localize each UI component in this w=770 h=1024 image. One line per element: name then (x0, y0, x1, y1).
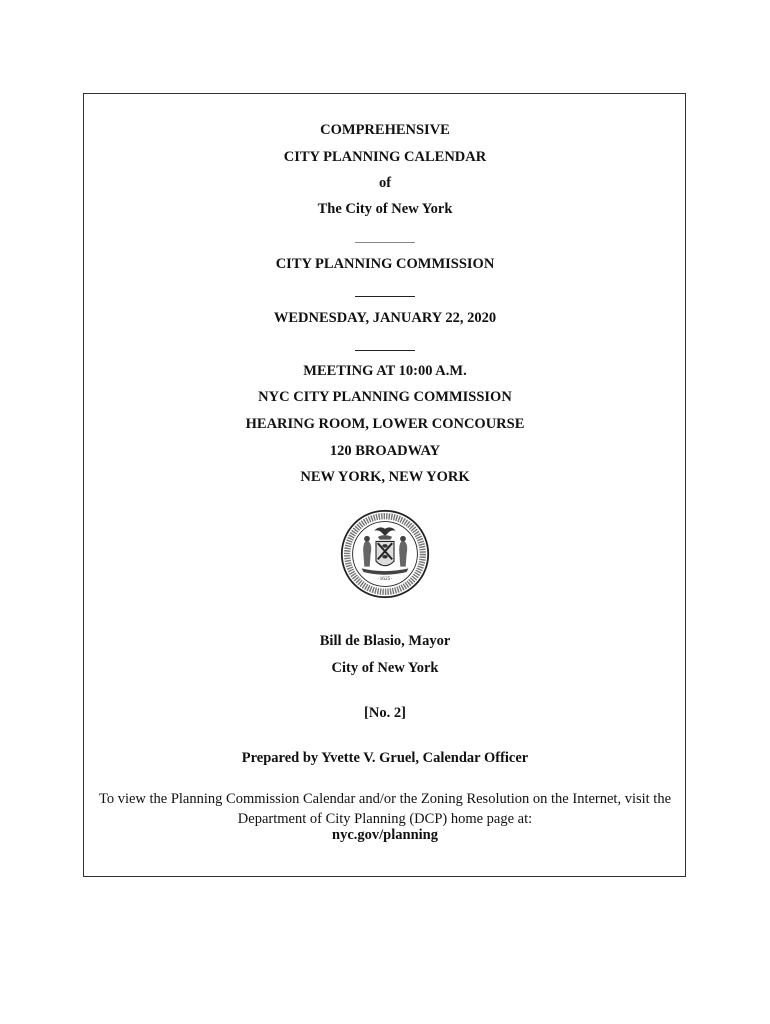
commission-heading: CITY PLANNING COMMISSION (275, 256, 495, 272)
title-city: The City of New York (317, 201, 453, 217)
title-comprehensive: COMPREHENSIVE (320, 122, 450, 138)
title-calendar: CITY PLANNING CALENDAR (283, 149, 487, 165)
meeting-street: 120 BROADWAY (329, 443, 441, 459)
divider (355, 242, 415, 243)
meeting-date: WEDNESDAY, JANUARY 22, 2020 (273, 310, 497, 326)
divider (355, 350, 415, 351)
meeting-city: NEW YORK, NEW YORK (300, 469, 470, 485)
divider (355, 296, 415, 297)
footer-url-link[interactable]: nyc.gov/planning (332, 827, 438, 843)
nyc-seal-icon (340, 509, 430, 599)
meeting-time: MEETING AT 10:00 A.M. (303, 363, 467, 379)
mayor-city: City of New York (331, 660, 439, 676)
meeting-place: NYC CITY PLANNING COMMISSION (258, 389, 512, 405)
issue-number: [No. 2] (364, 705, 406, 721)
meeting-room: HEARING ROOM, LOWER CONCOURSE (245, 416, 525, 432)
svg-text:·1625·: ·1625· (377, 576, 393, 583)
footer-text: To view the Planning Commission Calendar and/or the Zoning Resolution on the Internet, visit the Department of City Planning (DCP) home page at: (98, 791, 672, 827)
title-of: of (378, 175, 392, 191)
mayor-name: Bill de Blasio, Mayor (319, 633, 451, 649)
prepared-by: Prepared by Yvette V. Gruel, Calendar Officer (241, 750, 529, 766)
